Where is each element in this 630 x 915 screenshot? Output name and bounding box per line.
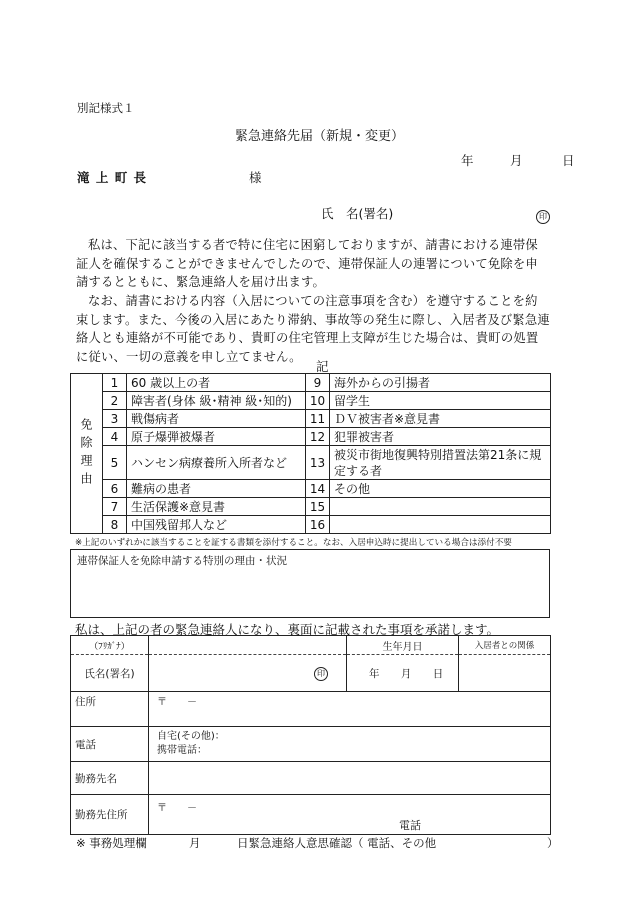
table-row [71,795,551,835]
reason-label: 中国残留邦人など [127,516,306,534]
addressee: 滝 上 町 長 [77,170,148,185]
address-label: 住所 [71,692,149,727]
reason-number: 10 [306,392,330,410]
date-day: 日 [562,153,575,168]
table-row [71,480,551,498]
reason-label: ハンセン病療養所入所者など [127,446,306,480]
table-row [71,374,551,392]
reason-number: 4 [103,428,127,446]
reason-number: 13 [306,446,330,480]
table-row [71,636,551,655]
workplace-field[interactable] [149,762,551,795]
table-row [71,498,551,516]
birth-year-label: 年 [369,667,380,680]
phone-label: 電話 [71,727,149,762]
work-phone-label: 電話 [399,819,421,832]
reason-label: 障害者(身体 級･精神 級･知的) [127,392,306,410]
table-row [71,410,551,428]
reason-label: その他 [330,480,551,498]
reason-label: 生活保護※意見書 [127,498,306,516]
seal-icon: 印 [314,667,328,681]
birthdate-field[interactable] [347,655,459,692]
work-address-field[interactable] [149,795,551,835]
work-address-label: 勤務先住所 [71,795,149,835]
reason-label: 原子爆弾被爆者 [127,428,306,446]
contact-name-label: 氏名(署名) [71,655,149,692]
reason-number: 11 [306,410,330,428]
mobile-phone-label: 携帯電話： [157,745,207,756]
birth-day-label: 日 [432,667,444,680]
reason-number: 15 [306,498,330,516]
postal-code-mark: 〒 － [157,803,197,814]
reason-number: 7 [103,498,127,516]
office-close-paren: ） [547,836,559,850]
addressee-suffix: 様 [249,170,262,185]
reason-number: 5 [103,446,127,480]
reason-number: 6 [103,480,127,498]
table-row [71,727,551,762]
home-phone-label: 自宅(その他)： [157,731,225,742]
reason-number: 1 [103,374,127,392]
reason-number: 2 [103,392,127,410]
exemption-table [70,373,551,534]
address-field[interactable] [149,692,551,727]
date-year: 年 [461,153,474,168]
furigana-label: （ﾌﾘｶﾞﾅ） [71,636,149,655]
reason-label: 海外からの引揚者 [330,374,551,392]
declaration-paragraph-2: なお、請書における内容（入居についての注意事項を含む）を遵守することを約束します。また、今後の入居にあたり滞納、事故等の発生に際し、入居者及び緊急連絡人とも連絡が不可能であり、貴町の住宅管理上支障が生じた場合は、貴町の処置に従い、一切の意義を申し立てません。 [76,294,550,364]
reason-number: 12 [306,428,330,446]
date-month: 月 [510,153,523,168]
emergency-contact-table [70,635,551,835]
table-row [71,692,551,727]
postal-code-mark: 〒 － [157,697,197,708]
phone-field[interactable] [149,727,551,762]
reason-label [330,498,551,516]
birth-month-label: 月 [400,667,412,680]
contact-name-field[interactable] [149,655,347,692]
form-id: 別記様式１ [77,101,135,115]
table-row [71,392,551,410]
reason-label: 難病の患者 [127,480,306,498]
reason-label: 被災市街地復興特別措置法第21条に規定する者 [330,446,551,480]
relationship-label: 入居者との関係 [459,636,551,655]
reason-number: 16 [306,516,330,534]
office-month-label: 月 [189,836,201,850]
reason-label [330,516,551,534]
applicant-name-label: 氏 名(署名) [321,206,394,221]
special-reason-box[interactable] [70,549,550,618]
reason-number: 8 [103,516,127,534]
consent-statement: 私は、上記の者の緊急連絡人になり、裏面に記載された事項を承諾します。 [75,622,500,637]
table-row [71,446,551,480]
reason-label: 留学生 [330,392,551,410]
furigana-field[interactable] [149,636,347,655]
declaration-paragraph-1: 私は、下記に該当する者で特に住宅に困窮しておりますが、請書における連帯保証人を確保することができませんでしたので、連帯保証人の連署について免除を申請するとともに、緊急連絡人を届け出ます。 [76,238,538,290]
seal-icon: 印 [536,204,550,224]
exemption-side-label: 免除理由 [71,374,103,534]
table-row [71,655,551,692]
special-reason-label: 連帯保証人を免除申請する特別の理由・状況 [77,555,287,567]
reason-label: ＤＶ被害者※意見書 [330,410,551,428]
reason-number: 9 [306,374,330,392]
reason-label: 60 歳以上の者 [127,374,306,392]
table-row [71,516,551,534]
table-row [71,428,551,446]
relationship-field[interactable] [459,655,551,692]
reason-number: 14 [306,480,330,498]
reason-number: 3 [103,410,127,428]
attachment-note: ※上記のいずれかに該当することを証する書類を添付すること。なお、入居申込時に提出している場合は添付不要 [75,538,512,548]
workplace-label: 勤務先名 [71,762,149,795]
ki-label: 記 [316,359,329,374]
reason-label: 戦傷病者 [127,410,306,428]
page-title: 緊急連絡先届（新規・変更） [235,129,405,144]
table-row [71,762,551,795]
office-use-label: ※ 事務処理欄 [76,836,147,850]
reason-label: 犯罪被害者 [330,428,551,446]
office-confirm-label: 日緊急連絡人意思確認（ 電話、その他 [237,836,437,850]
birthdate-label: 生年月日 [347,636,459,655]
